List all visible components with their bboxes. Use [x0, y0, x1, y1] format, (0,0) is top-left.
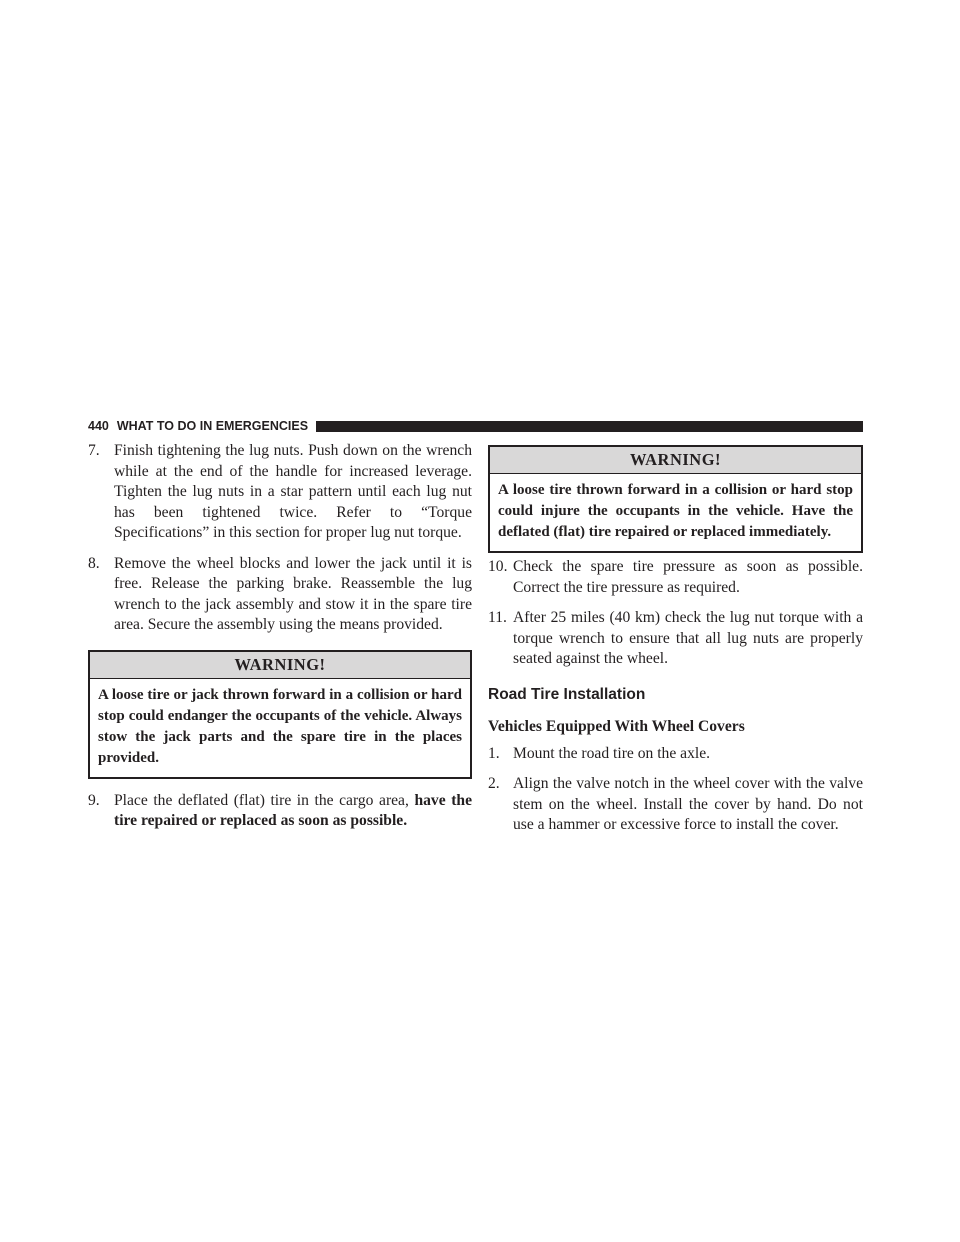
step-number: 1. [488, 744, 500, 762]
warning-text: A loose tire or jack thrown forward in a collision or hard stop could endanger the occupants of the vehicle. Always stow the jack parts and the spare tire in the places provided. [98, 686, 462, 766]
install-step-1 [488, 744, 863, 765]
step-text: After 25 miles (40 km) check the lug nut torque with a torque wrench to ensure that all lug nuts are properly seated against the wheel. [513, 609, 863, 667]
page-header [88, 418, 863, 434]
step-text: Mount the road tire on the axle. [513, 744, 711, 762]
step-number: 8. [88, 554, 100, 572]
step-number: 11. [488, 609, 507, 626]
warning-box-tire [488, 445, 863, 553]
header-rule [316, 421, 863, 432]
step-text: Finish tightening the lug nuts. Push down on the wrench while at the end of the handle for increased leverage. Tighten the lug nuts in a star pattern until each lug nut has been tightened twice. Refer to “Torque Specifications” in this section for proper lug nut torque. [114, 442, 472, 541]
step-text: Check the spare tire pressure as soon as possible. Correct the tire pressure as required. [513, 558, 863, 596]
step-number: 7. [88, 442, 100, 459]
step-text: Place the deflated (flat) tire in the cargo area, [114, 791, 409, 809]
step-number: 9. [88, 791, 100, 809]
step-8 [88, 554, 472, 636]
warning-box-jack [88, 650, 472, 779]
section-heading: Road Tire Installation [488, 685, 646, 703]
step-text: Align the valve notch in the wheel cover with the valve stem on the wheel. Install the cover by hand. Do not use a hammer or excessive force to install the cover. [513, 775, 863, 833]
step-11 [488, 608, 863, 670]
step-text: Remove the wheel blocks and lower the jack until it is free. Release the parking brake. Reassemble the lug wrench to the jack assembly and stow it in the spare tire area. Secure the assembly using the means provided. [114, 554, 472, 633]
step-number: 2. [488, 775, 500, 792]
warning-text: A loose tire thrown forward in a collision or hard stop could injure the occupants in the vehicle. Have the deflated (flat) tire repaired or replaced immediately. [498, 482, 853, 540]
step-9 [88, 791, 472, 832]
install-step-2 [488, 774, 863, 836]
left-column [88, 441, 472, 842]
step-bold-text: have the tire repaired or replaced as soon as possible. [114, 791, 472, 829]
section-title: WHAT TO DO IN EMERGENCIES [116, 419, 309, 433]
step-10 [488, 557, 863, 598]
page-number: 440 [88, 419, 109, 433]
warning-title: WARNING! [90, 652, 470, 679]
step-7 [88, 441, 472, 544]
warning-title: WARNING! [490, 447, 861, 474]
step-number: 10. [488, 558, 508, 575]
subsection-heading: Vehicles Equipped With Wheel Covers [488, 717, 745, 735]
right-column [488, 441, 863, 846]
